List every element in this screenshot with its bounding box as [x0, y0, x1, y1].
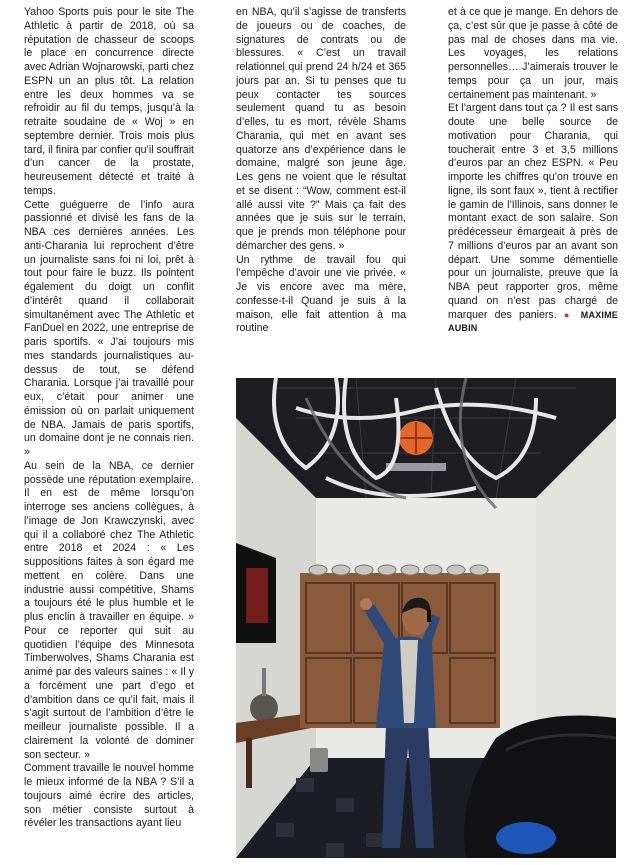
article-column-1 [24, 6, 194, 861]
paragraph: Au sein de la NBA, ce dernier possède une réputation exemplaire. Il en est de même lorsqu’on interroge ses anciens collègues, à l’image de Jon Krawczynski, avec qui il a collaboré chez The Athletic entre 2018 et 2024 : « Les suppositions faites à son égard me mettent en colère. Dans une industrie aussi compétitive, Shams a toujours été le plus humble et le plus enclin à travailler en équipe. » Pour ce reporter qui suit au quotidien l’équipe des Minnesota Timberwolves, Shams Charania est animé par des valeurs saines : « Il y a forcément une part d’ego et d’ambition dans ce qu’il fait, mais il s’agit surtout de l’ambition d’être le meilleur journaliste possible. Il a clairement la volonté de dominer son secteur. » [24, 459, 194, 761]
signature-dot-icon: ● [563, 309, 574, 320]
paragraph: en NBA, qu’il s’agisse de transferts de joueurs ou de coaches, de signatures de contrats ou de blessures. « C’est un travail relationnel qui prend 24 h/24 et 365 jours par an. Si tu penses que tu peux contacter tes sources seulement quand tu as besoin d’elles, tu es mort, révèle Shams Charania, qui met en avant ses quatorze ans d’expérience dans le domaine, malgré son jeune âge. Les gens ne voient que le résultat et se disent : “Wow, comment est-il allé aussi vite ?” Mais ça fait des années que je suis sur le terrain, que je prends mon téléphone pour démarcher des gens. » [236, 6, 406, 252]
author-signature: MAXIME AUBIN [448, 309, 618, 334]
paragraph-text: Et l’argent dans tout ça ? Il est sans doute une belle source de motivation pour Charania, qui toucherait entre 3 et 3,5 millions d’euros par an chez ESPN. « Peu importe les chiffres qu’on trouve en ligne, ils sont faux », tient à rectifier le gamin de l’Illinois, sans donner le montant exact de son salaire. Son prédécesseur émargeait à près de 7 millions d’euros par an avant son départ. Une somme démentielle pour un journaliste, preuve que la NBA peut rapporter gros, même quand on n’est pas chargé de marquer des paniers. [448, 102, 618, 321]
paragraph: Yahoo Sports puis pour le site The Athletic à partir de 2018, où sa réputation de chasseur de scoops le place en concurrence directe avec Adrian Wojnarowski, parti chez ESPN un an plus tôt. La relation entre les deux hommes va se refroidir au fil du temps, jusqu’à la retraite soudaine de « Woj » en septembre dernier. Trois mois plus tard, il finira par confier qu’il souffrait d’un cancer de la prostate, heureusement détecté et traité à temps. [24, 6, 194, 197]
paragraph: Cette guéguerre de l’info aura passionné et divisé les fans de la NBA ces dernières années. Les anti-Charania lui reprochent d’être un journaliste sans foi ni loi, prêt à tout pour faire le buzz. Ils pointent également du doigt un conflit d’intérêt quand il collaborait simultanément avec The Athletic et FanDuel en 2022, une entreprise de paris sportifs. « J’ai toujours mis mes standards journalistiques au-dessus de tout, se défend Charania. Lorsque j’ai travaillé pour eux, c’était pour animer une émission où on parlait uniquement de NBA. Jamais de paris sportifs, un domaine dont je ne connais rien. » [24, 198, 194, 458]
article-photo [236, 378, 616, 858]
paragraph: Comment travaille le nouvel homme le mieux informé de la NBA ? S’il a toujours aimé écrire des articles, son métier consiste surtout à révéler les transactions ayant lieu [24, 762, 194, 830]
article-column-3 [448, 6, 618, 346]
paragraph: Un rythme de travail fou qui l’empêche d’avoir une vie privée. « Je vis encore avec ma mère, confesse-t-il Quand je suis à la maison, elle fait attention à ma routine [236, 253, 406, 335]
paragraph: et à ce que je mange. En dehors de ça, c’est sûr que je passe à côté de pas mal de choses dans ma vie. Les voyages, les relations personnelles… J’aimerais trouver le temps pour ça un jour, mais certainement pas maintenant. » [448, 6, 618, 101]
paragraph [448, 102, 618, 336]
article-column-2 [236, 6, 406, 346]
